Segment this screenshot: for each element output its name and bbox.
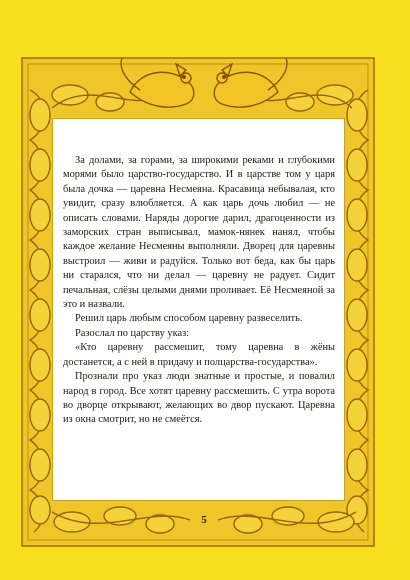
story-paragraph: Решил царь любым способом царевну развеселить. (75, 313, 303, 325)
left-scroll-ornament (30, 90, 50, 532)
story-paragraph: За долами, за горами, за широкими реками и глубокими морями было царство-государство. И в царстве том у царя была дочка — царевна Несмеяна. Красавица небывалая, кто увидит, сразу влюбляется. А как царь дочь любил — не описать словами. Наряды дорогие дарил, драгоценности из заморских стран выписывал, мамок-нянек нанял, чтобы каждое желание Несмеяны выполняли. Дворец для царевны выстроил — живи и радуйся. Только вот беда, как бы царь ни старался, что ни делал — царевну не радует. Сидит печальная, слёзы целыми днями проливает. Её Несмеяной за это и назвали. (63, 155, 335, 311)
story-text (63, 154, 335, 428)
page-number: 5 (201, 514, 207, 526)
story-paragraph: Прознали про указ люди знатные и простые, и повалил народ в город. Все хотят царевну рассмешить. С утра ворота во дворце открывают, желающих во двор пускают. Царевна из окна смотрит, но не смеётся. (63, 371, 335, 426)
story-paragraph: Разослал по царству указ: (75, 327, 190, 339)
story-paragraph: «Кто царевну рассмешит, тому царевна в жёны достанется, а с ней в придачу и полцарства-государства». (63, 342, 335, 368)
right-scroll-ornament (347, 90, 368, 532)
